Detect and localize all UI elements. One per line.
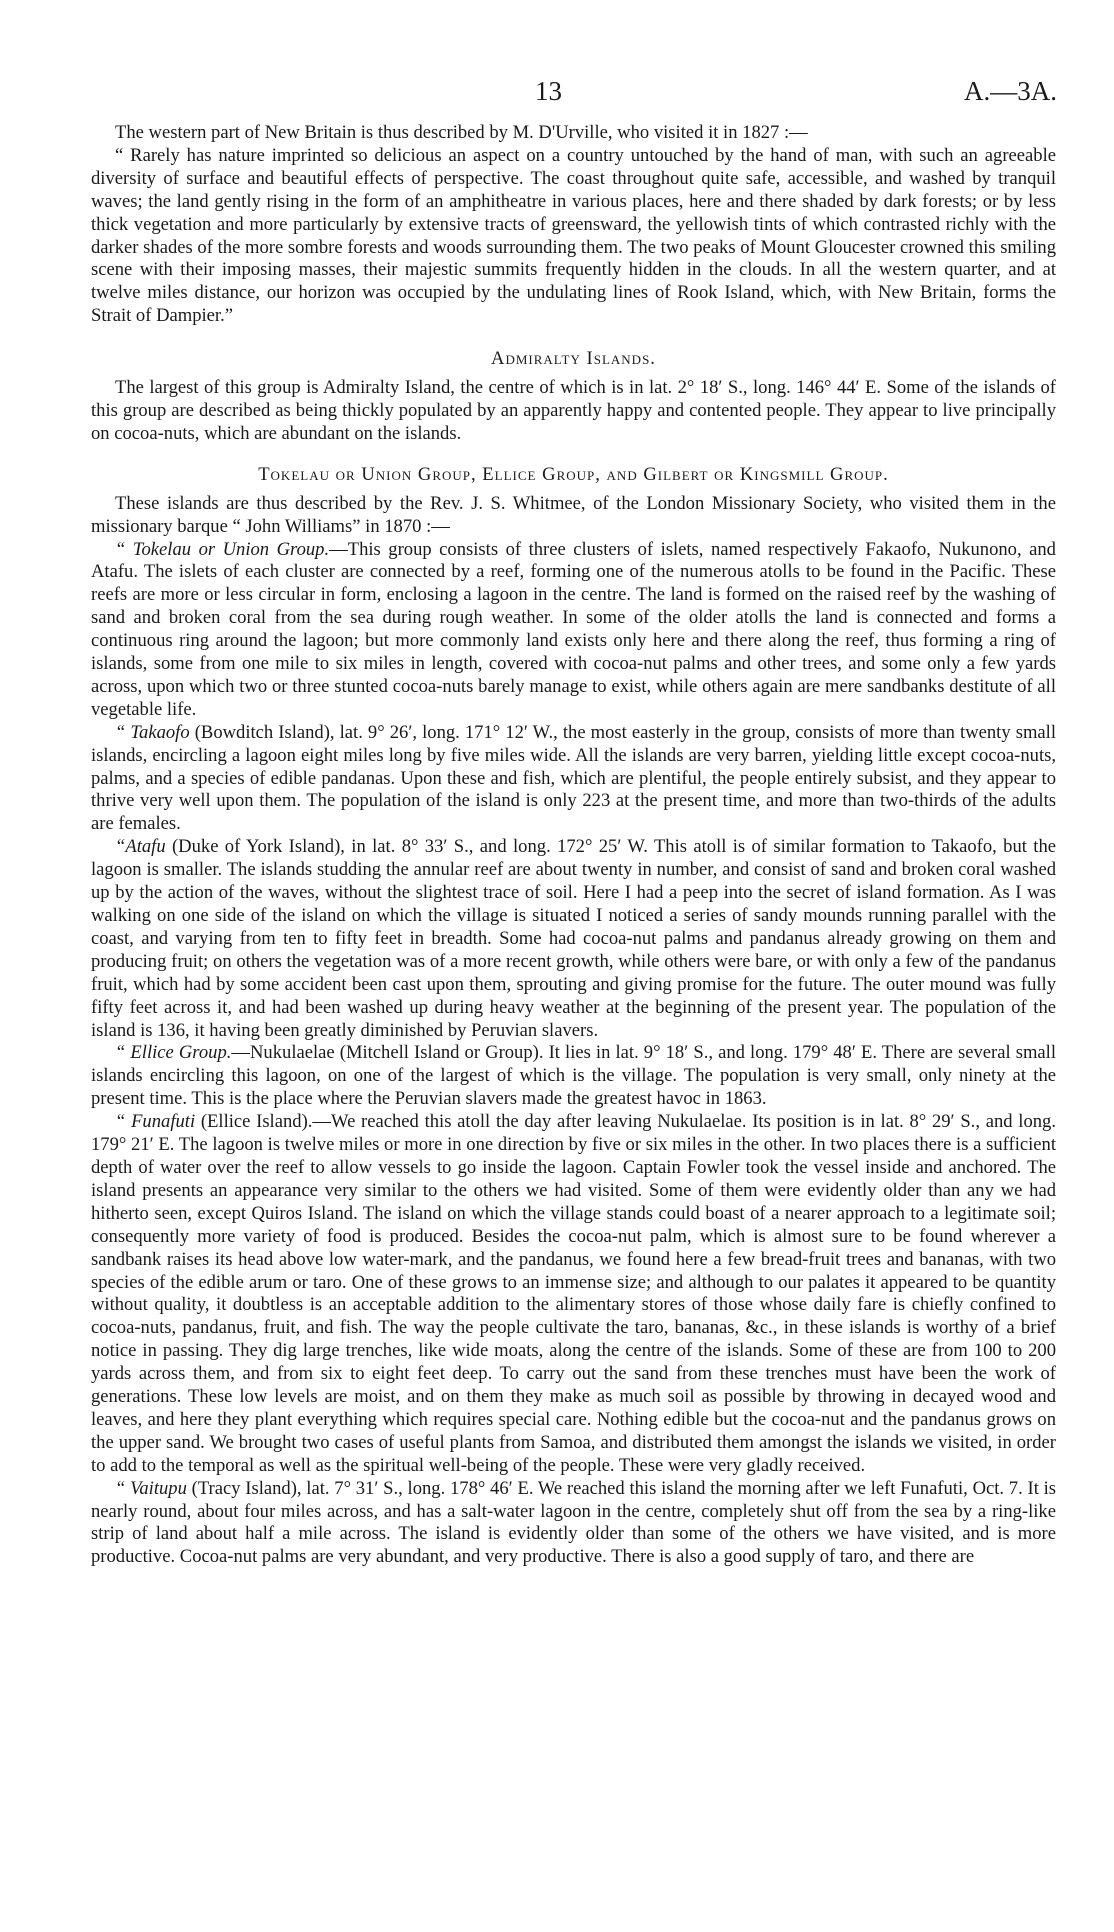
- section-heading-admiralty: Admiralty Islands.: [491, 348, 656, 370]
- paragraph-funafuti: [91, 1111, 1056, 1478]
- lead-ellice: “ Ellice Group.: [115, 1042, 232, 1064]
- paragraph-atafu: [91, 836, 1056, 1042]
- page-number: 13: [535, 76, 562, 106]
- section-heading-tokelau: Tokelau or Union Group, Ellice Group, and Gilbert or Kingsmill Group.: [258, 463, 889, 485]
- text-ellice: —Nukulaelae (Mitchell Island or Group). It lies in lat. 9° 18′ S., and long. 179° 48′ E. There are several small islands encircling this lagoon, on one of the largest of which is the village. The population is very small, only ninety at the present time. This is the place where the Peruvian slavers made the greatest havoc in 1863.: [91, 1042, 1057, 1110]
- lead-atafu: “Atafu: [115, 836, 166, 858]
- text-vaitupu: (Tracy Island), lat. 7° 31′ S., long. 178° 46′ E. We reached this island the morning after we left Funafuti, Oct. 7. It is nearly round, about four miles across, and has a salt-water lagoon in the centre, completely shut off from the sea by a ring-like strip of land about half a mile across. The island is evidently older than some of the others we have visited, and is more productive. Cocoa-nut palms are very abundant, and very productive. There is also a good supply of taro, and there are: [91, 1477, 1056, 1568]
- document-reference: A.—3A.: [964, 76, 1057, 106]
- paragraph-whitmee-intro: These islands are thus described by the Rev. J. S. Whitmee, of the London Missionary Society, who visited them in the missionary barque “ John Williams” in 1870 :—: [91, 492, 1056, 537]
- text-tokelau: —This group consists of three clusters of islets, named respectively Fakaofo, Nukunono, and Atafu. The islets of each cluster are connected by a reef, forming one of the numerous atolls to be found in the Pacific. These reefs are more or less circular in form, enclosing a lagoon in the centre. The land is formed on the raised reef by the washing of sand and broken coral from the sea during rough weather. In some of the older atolls the land is connected and forms a continuous ring around the lagoon; but more commonly land exists only here and there along the reef, thus forming a ring of islands, some from one mile to six miles in length, covered with cocoa-nut palms and other trees, and some only a few yards across, upon which two or three stunted cocoa-nuts barely manage to exist, while others again are mere sandbanks destitute of all vegetable life.: [91, 538, 1056, 720]
- text-takaofo: (Bowditch Island), lat. 9° 26′, long. 171° 12′ W., the most easterly in the group, consists of more than twenty small islands, encircling a lagoon eight miles long by five miles wide. All the islands are very barren, yielding little except cocoa-nuts, palms, and a species of edible pandanas. Upon these and fish, which are plentiful, the people entirely subsist, and they appear to thrive very well upon them. The population of the island is only 223 at the present time, and more than two-thirds of the adults are females.: [91, 721, 1057, 835]
- page-header: [0, 76, 1114, 116]
- document-body: [91, 122, 1056, 1569]
- paragraph-admiralty: The largest of this group is Admiralty Island, the centre of which is in lat. 2° 18′ S., long. 146° 44′ E. Some of the islands of this group are described as being thickly populated by an apparently happy and contented people. They appear to live principally on cocoa-nuts, which are abundant on the islands.: [91, 377, 1056, 444]
- paragraph-ellice: [91, 1042, 1056, 1111]
- paragraph-vaitupu: [91, 1478, 1056, 1570]
- paragraph-quote-durville: “ Rarely has nature imprinted so delicious an aspect on a country untouched by the hand of man, with such an agreeable diversity of surface and beautiful effects of perspective. The coast throughout quite safe, accessible, and washed by tranquil waves; the land gently rising in the form of an amphitheatre in various places, here and there shaded by dark forests; or by less thick vegetation and more particularly by extensive tracts of greensward, the yellowish tints of which contrasted richly with the darker shades of the more sombre forests and woods surrounding them. The two peaks of Mount Gloucester crowned this smiling scene with their imposing masses, their majestic summits frequently hidden in the clouds. In all the western quarter, and at twelve miles distance, our horizon was occupied by the undulating lines of Rook Island, which, with New Britain, forms the Strait of Dampier.”: [91, 144, 1056, 327]
- paragraph-intro: The western part of New Britain is thus described by M. D'Urville, who visited it in 1827 :—: [115, 122, 808, 143]
- paragraph-takaofo: [91, 722, 1056, 837]
- paragraph-tokelau: [91, 539, 1056, 722]
- lead-funafuti: “ Funafuti: [115, 1111, 196, 1133]
- lead-takaofo: “ Takaofo: [115, 721, 190, 743]
- lead-vaitupu: “ Vaitupu: [115, 1477, 187, 1499]
- text-funafuti: (Ellice Island).—We reached this atoll the day after leaving Nukulaelae. Its position is in lat. 8° 29′ S., and long. 179° 21′ E. The lagoon is twelve miles or more in one direction by five or six miles in the other. In two places there is a sufficient depth of water over the reef to allow vessels to go inside the lagoon. Captain Fowler took the vessel inside and anchored. The island presents an appearance very similar to the others we had visited. Some of them were evidently older than any we had hitherto seen, except Quiros Island. The island on which the village stands could boast of a nearer approach to a legitimate soil; consequently more variety of food is produced. Besides the cocoa-nut palm, which is almost sure to be found wherever a sandbank raises its head above low water-mark, and the pandanus, we found here a few bread-fruit trees and bananas, with two species of the edible arum or taro. One of these grows to an immense size; and although to our palates it appeared to be quantity without quality, it doubtless is an acceptable addition to the alimentary stores of those whose daily fare is chiefly confined to cocoa-nuts, pandanus, fruit, and fish. The way the people cultivate the taro, bananas, &c., in these islands is worthy of a brief notice in passing. They dig large trenches, like wide moats, along the centre of the islands. Some of these are from 100 to 200 yards across them, and from six to eight feet deep. To carry out the sand from these trenches must have been the work of generations. These low levels are moist, and on them they make as much soil as possible by throwing in decayed wood and leaves, and here they plant everything which requires special care. Nothing edible but the cocoa-nut and the pandanus grows on the upper sand. We brought two cases of useful plants from Samoa, and distributed them amongst the islands we visited, in order to add to the temporal as well as the spiritual well-being of the people. These were very gladly received.: [91, 1111, 1056, 1476]
- lead-tokelau: “ Tokelau or Union Group.: [115, 538, 330, 560]
- text-atafu: (Duke of York Island), in lat. 8° 33′ S., and long. 172° 25′ W. This atoll is of similar formation to Takaofo, but the lagoon is smaller. The islands studding the annular reef are about twenty in number, and consist of sand and broken coral washed up by the action of the waves, without the slightest trace of soil. Here I had a peep into the secret of island formation. As I was walking on one side of the island on which the village is situated I noticed a series of sandy mounds running parallel with the coast, and varying from ten to fifty feet in breadth. Some had cocoa-nut palms and pandanus already growing on them and producing fruit; on others the vegetation was of a more recent growth, while others were bare, or with only a few of the pandanus fruit, which had by some accident been cast upon them, sprouting and giving promise for the future. The outer mound was fully fifty feet across it, and had been washed up during heavy weather at the beginning of the present year. The population of the island is 136, it having been greatly diminished by Peruvian slavers.: [91, 836, 1056, 1041]
